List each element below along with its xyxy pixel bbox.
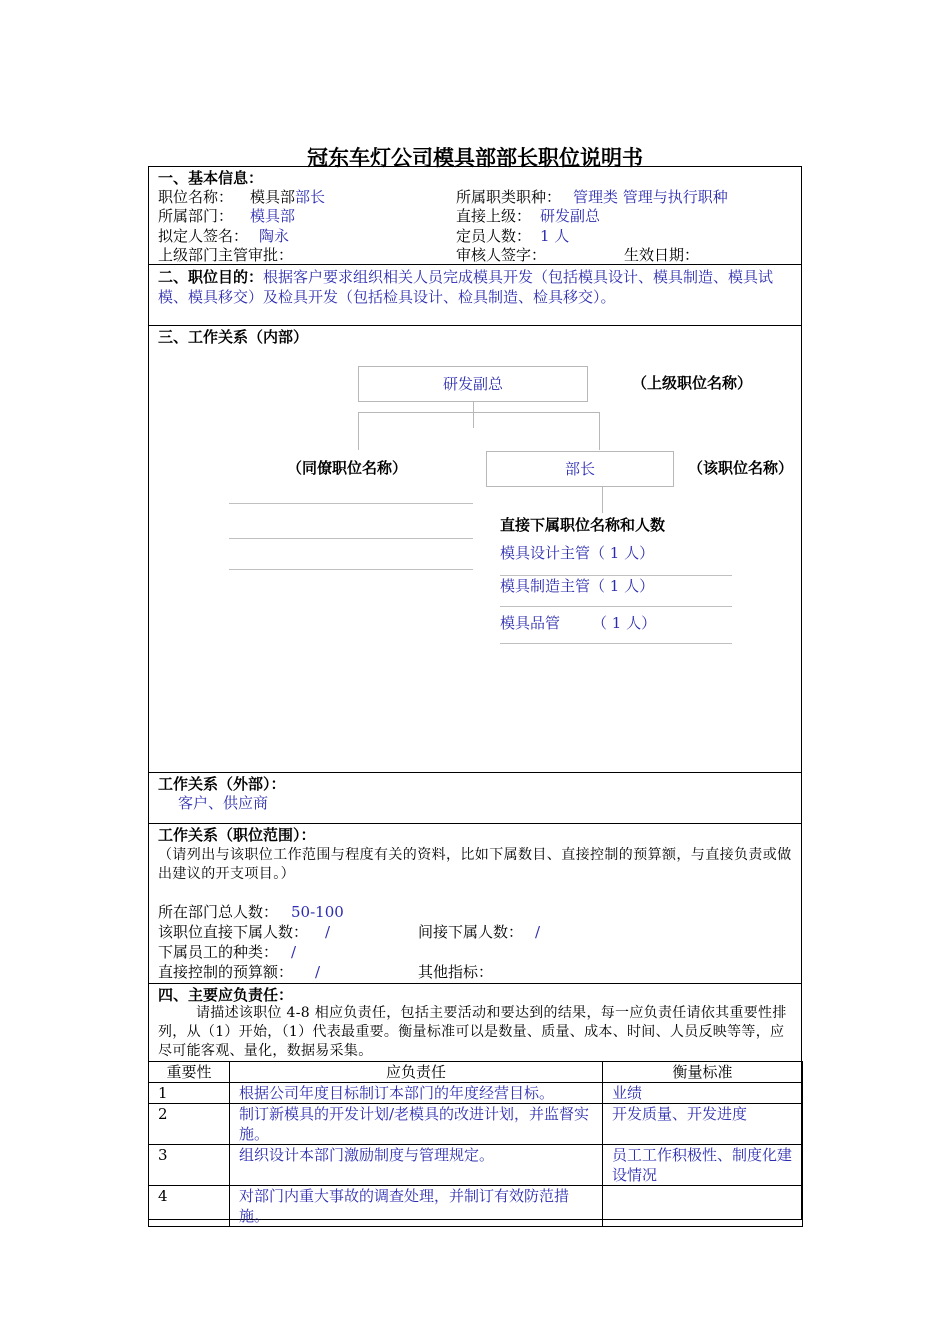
divider-scope (148, 983, 802, 984)
superior-label: 直接上级： (456, 207, 532, 225)
duties-heading: 四、主要应负责任： (158, 986, 294, 1004)
budget-value: / (315, 963, 321, 981)
other-indicator-label: 其他指标： (418, 963, 494, 981)
row-duty: 制订新模具的开发计划/老模具的改进计划，并监督实施。 (230, 1104, 603, 1145)
row-importance: 2 (149, 1104, 230, 1145)
duties-table (148, 1061, 803, 1227)
duties-intro: 请描述该职位 4-8 相应负责任，包括主要活动和要达到的结果，每一应负责任请依其重要性排列，从（1）开始，（1）代表最重要。衡量标准可以是数量、质量、成本、时间、人员反映等等，应尽可能客观、量化，数据易采集。 (158, 1005, 787, 1059)
indirect-sub-label: 间接下属人数： (418, 923, 524, 941)
peer-list-line (229, 569, 473, 570)
row-importance: 3 (149, 1145, 230, 1186)
row-importance: 1 (149, 1083, 230, 1104)
subordinate-line (500, 606, 732, 607)
direct-sub-label: 该职位直接下属人数： (158, 923, 309, 941)
row-importance: 4 (149, 1186, 230, 1227)
dept-total-value: 50-100 (291, 903, 344, 921)
col-measure-header: 衡量标准 (603, 1062, 803, 1083)
table-row (149, 1104, 803, 1145)
scope-note: （请列出与该职位工作范围与程度有关的资料，比如下属数目、直接控制的预算额，与直接负责或做出建议的开支项目。） (158, 847, 792, 882)
connector-line (358, 412, 600, 413)
external-heading: 工作关系（外部）： (158, 775, 286, 793)
subordinate-item: 模具制造主管（ 1 人） (500, 577, 655, 595)
table-row (149, 1083, 803, 1104)
reviewer-label: 审核人签字： (456, 246, 547, 264)
drafter-value: 陶永 (259, 227, 290, 245)
peer-position-tag: （同僚职位名称） (287, 459, 408, 477)
purpose-block: 二、职位目的：根据客户要求组织相关人员完成模具开发（包括模具设计、模具制造、模具试模、模具移交）及检具开发（包括检具设计、检具制造、检具移交）。 (158, 268, 774, 306)
superior-position-box: 研发副总 (358, 366, 588, 402)
scope-heading: 工作关系（职位范围）： (158, 826, 316, 844)
job-name-value: 模具部部长 (250, 188, 326, 206)
peer-list-line (229, 538, 473, 539)
divider-purpose (148, 325, 802, 326)
dept-value: 模具部 (250, 207, 296, 225)
drafter-label: 拟定人签名： (158, 227, 249, 245)
effective-date-label: 生效日期： (624, 246, 700, 264)
col-importance-header: 重要性 (149, 1062, 230, 1083)
sub-type-label: 下属员工的种类： (158, 943, 279, 961)
superior-value: 研发副总 (540, 207, 601, 225)
divider-internal (148, 772, 802, 773)
category-label: 所属职类职种： (456, 188, 562, 206)
self-position-tag: （该职位名称） (688, 459, 794, 477)
row-measure: 业绩 (603, 1083, 803, 1104)
table-row (149, 1186, 803, 1227)
row-measure (603, 1186, 803, 1227)
direct-sub-value: / (325, 923, 331, 941)
row-duty: 组织设计本部门激励制度与管理规定。 (230, 1145, 603, 1186)
connector-line (599, 412, 600, 450)
job-name-label: 职位名称： (158, 188, 234, 206)
row-duty: 根据公司年度目标制订本部门的年度经营目标。 (230, 1083, 603, 1104)
superior-position-tag: （上级职位名称） (632, 374, 753, 392)
page-title: 冠东车灯公司模具部部长职位说明书 (307, 145, 643, 170)
sub-type-value: / (291, 943, 297, 961)
subordinate-item: 模具品管 （ 1 人） (500, 614, 657, 632)
table-header-row (149, 1062, 803, 1083)
internal-heading: 三、工作关系（内部） (158, 328, 309, 346)
self-position-box: 部长 (486, 451, 674, 487)
connector-line (473, 402, 474, 428)
divider-external (148, 823, 802, 824)
row-measure: 开发质量、开发进度 (603, 1104, 803, 1145)
dept-total-label: 所在部门总人数： (158, 903, 279, 921)
connector-line (358, 412, 359, 450)
peer-list-line (229, 503, 473, 504)
subordinate-line (500, 575, 732, 576)
budget-label: 直接控制的预算额： (158, 963, 294, 981)
indirect-sub-value: / (535, 923, 541, 941)
external-value: 客户、供应商 (178, 794, 269, 812)
headcount-value: 1 人 (540, 227, 570, 245)
subordinates-heading: 直接下属职位名称和人数 (500, 516, 666, 534)
headcount-label: 定员人数： (456, 227, 532, 245)
table-row (149, 1145, 803, 1186)
connector-line (602, 487, 603, 513)
subordinate-line (500, 643, 732, 644)
basic-heading: 一、基本信息： (158, 169, 264, 187)
col-duty-header: 应负责任 (230, 1062, 603, 1083)
row-duty: 对部门内重大事故的调查处理，并制订有效防范措施。 (230, 1186, 603, 1227)
dept-label: 所属部门： (158, 207, 234, 225)
row-measure: 员工工作积极性、制度化建设情况 (603, 1145, 803, 1186)
category-value: 管理类 管理与执行职种 (573, 188, 728, 206)
subordinate-item: 模具设计主管（ 1 人） (500, 544, 655, 562)
approver-label: 上级部门主管审批： (158, 246, 294, 264)
